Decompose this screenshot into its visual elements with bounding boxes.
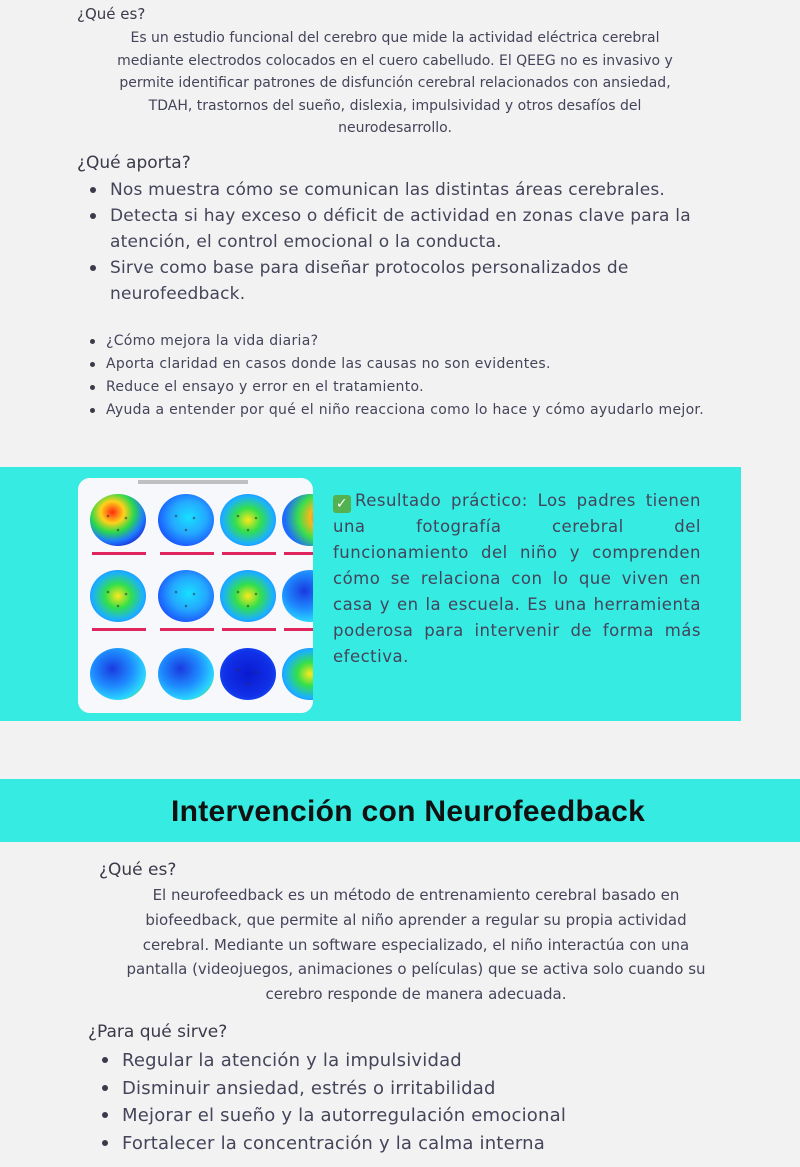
qeeg-que-es-heading: ¿Qué es?	[77, 5, 146, 23]
qeeg-aporta-heading: ¿Qué aporta?	[77, 153, 191, 173]
paragraph-line: permite identificar patrones de disfunción cerebral relacionados con ansiedad,	[119, 75, 671, 91]
paragraph-line: pantalla (videojuegos, animaciones o películas) que se activa solo cuando su	[126, 960, 706, 979]
list-item: Detecta si hay exceso o déficit de actividad en zonas clave para la atención, el control emocional o la conducta.	[88, 203, 708, 255]
qeeg-aporta-list	[88, 177, 708, 307]
list-item: Fortalecer la concentración y la calma interna	[100, 1130, 720, 1158]
qeeg-que-es-paragraph	[70, 27, 720, 140]
brain-topography-icon	[78, 478, 313, 713]
list-item: Regular la atención y la impulsividad	[100, 1047, 720, 1075]
qeeg-vida-list	[88, 330, 708, 422]
paragraph-line: mediante electrodos colocados en el cuero cabelludo. El QEEG no es invasivo y	[117, 52, 673, 69]
list-item: ¿Cómo mejora la vida diaria?	[88, 330, 708, 353]
list-item: Reduce el ensayo y error en el tratamiento.	[88, 376, 708, 399]
neuro-que-es-paragraph	[91, 883, 741, 1007]
result-text: Resultado práctico: Los padres tienen una fotografía cerebral del funcionamiento del niño y comprenden cómo se relaciona con lo que viven en casa y en la escuela. Es una herramienta poderosa para intervenir de forma más efectiva.	[333, 491, 701, 666]
paragraph-line: Es un estudio funcional del cerebro que mide la actividad eléctrica cerebral	[130, 30, 660, 46]
list-item: Ayuda a entender por qué el niño reacciona como lo hace y cómo ayudarlo mejor.	[88, 399, 708, 422]
neuro-sirve-heading: ¿Para qué sirve?	[88, 1022, 228, 1042]
paragraph-line: TDAH, trastornos del sueño, dislexia, impulsividad y otros desafíos del	[148, 97, 642, 114]
result-text-block	[333, 488, 701, 670]
list-item: Disminuir ansiedad, estrés o irritabilidad	[100, 1075, 720, 1103]
paragraph-line: El neurofeedback es un método de entrenamiento cerebral basado en	[152, 886, 680, 904]
list-item: Mejorar el sueño y la autorregulación emocional	[100, 1102, 720, 1130]
paragraph-line: neurodesarrollo.	[338, 120, 452, 136]
paragraph-line: biofeedback, que permite al niño aprender a regular su propia actividad	[145, 910, 687, 929]
qeeg-brain-map-image	[78, 478, 313, 713]
neurofeedback-title: Intervención con Neurofeedback	[170, 795, 646, 828]
neuro-que-es-heading: ¿Qué es?	[99, 860, 177, 880]
paragraph-line: cerebro responde de manera adecuada.	[265, 985, 567, 1004]
list-item: Sirve como base para diseñar protocolos personalizados de neurofeedback.	[88, 255, 708, 307]
paragraph-line: cerebral. Mediante un software especializado, el niño interactúa con una	[142, 935, 690, 954]
neuro-sirve-list	[100, 1047, 720, 1157]
check-mark-icon: ✓	[333, 495, 351, 513]
list-item: Nos muestra cómo se comunican las distintas áreas cerebrales.	[88, 177, 708, 203]
list-item: Aporta claridad en casos donde las causas no son evidentes.	[88, 353, 708, 376]
